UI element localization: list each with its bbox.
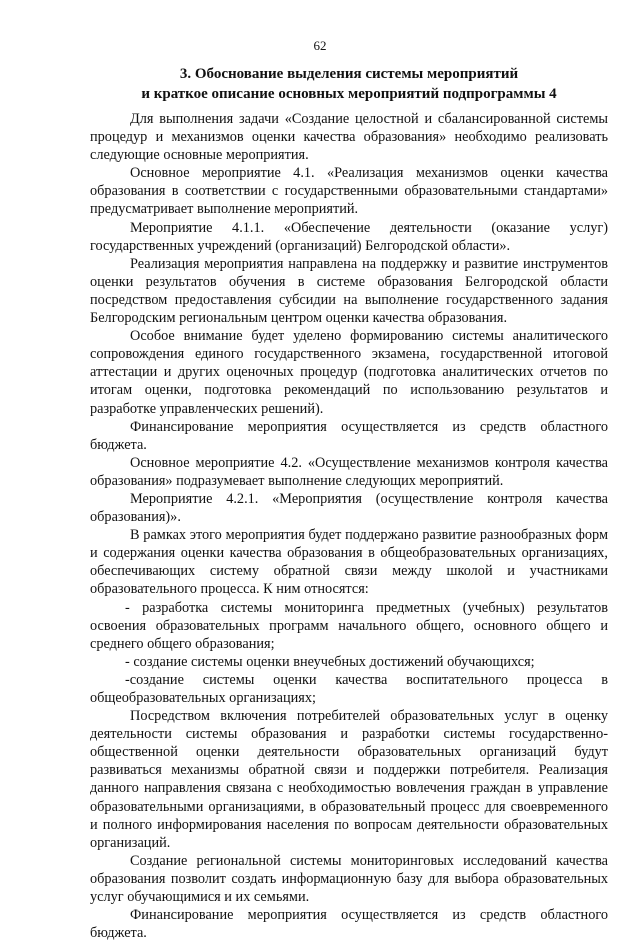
paragraph: Реализация мероприятия направлена на поддержку и развитие инструментов оценки результатов обучения в системе образования Белгородской области посредством предоставления субсидии на выполнение государственного задания Белгородским региональным центром оценки качества образования. (90, 255, 608, 327)
paragraph: Для выполнения задачи «Создание целостной и сбалансированной системы процедур и механизмов оценки качества образования» необходимо реализовать следующие основные мероприятия. (90, 111, 608, 164)
paragraph: Создание региональной системы мониторинговых исследований качества образования позволит создать информационную базу для выбора образовательных услуг обучающимися и их семьями. (90, 852, 608, 906)
paragraph: Финансирование мероприятия осуществляется из средств областного бюджета. (90, 418, 608, 453)
paragraph: Мероприятие 4.2.1. «Мероприятия (осуществление контроля качества образования)». (90, 490, 608, 526)
paragraph: Мероприятие 4.1.1. «Обеспечение деятельности (оказание услуг) государственных учреждений (организаций) Белгородской области». (90, 219, 608, 254)
document-body (90, 110, 608, 942)
paragraph: Посредством включения потребителей образовательных услуг в оценку деятельности системы образования и разработки системы государственно-общественной оценки деятельности образовательных организаций будут развиваться механизмы обратной связи и поддержки потребителя. Реализация данного направления связана с необходимостью вовлечения граждан в управление образовательными организациями, в образовательный процесс для своевременного и полного информирования населения по вопросам деятельности образовательных организаций. (90, 708, 608, 851)
list-item: -создание системы оценки качества воспитательного процесса в общеобразовательных организациях; (90, 671, 608, 706)
section-heading (90, 64, 608, 104)
paragraph: Особое внимание будет уделено формированию системы аналитического сопровождения единого государственного экзамена, государственной итоговой аттестации и других оценочных процедур (подготовка аналитических отчетов по итогам оценки, подготовка рекомендаций по использованию результатов и разработке управленческих решений). (90, 328, 608, 417)
page-number: 62 (313, 38, 327, 53)
paragraph: В рамках этого мероприятия будет поддержано развитие разнообразных форм и содержания оценки качества образования в общеобразовательных организациях, обеспечивающих систему обратной связи между школой и участниками образовательного процесса. К ним относятся: (90, 527, 608, 598)
paragraph: Основное мероприятие 4.1. «Реализация механизмов оценки качества образования в соответствии с государственными образовательными стандартами» предусматривает выполнение мероприятий. (90, 165, 608, 218)
section-heading-line-1: 3. Обоснование выделения системы мероприятий (179, 66, 519, 82)
section-heading-line-2: и краткое описание основных мероприятий подпрограммы 4 (141, 86, 557, 102)
list-item: - создание системы оценки внеучебных достижений обучающихся; (125, 653, 535, 670)
paragraph: Финансирование мероприятия осуществляется из средств областного бюджета. (90, 907, 608, 942)
list-item: - разработка системы мониторинга предметных (учебных) результатов освоения образовательных программ начального общего, основного общего и среднего общего образования; (90, 599, 608, 652)
paragraph: Основное мероприятие 4.2. «Осуществление механизмов контроля качества образования» подразумевает выполнение следующих мероприятий. (90, 454, 608, 489)
